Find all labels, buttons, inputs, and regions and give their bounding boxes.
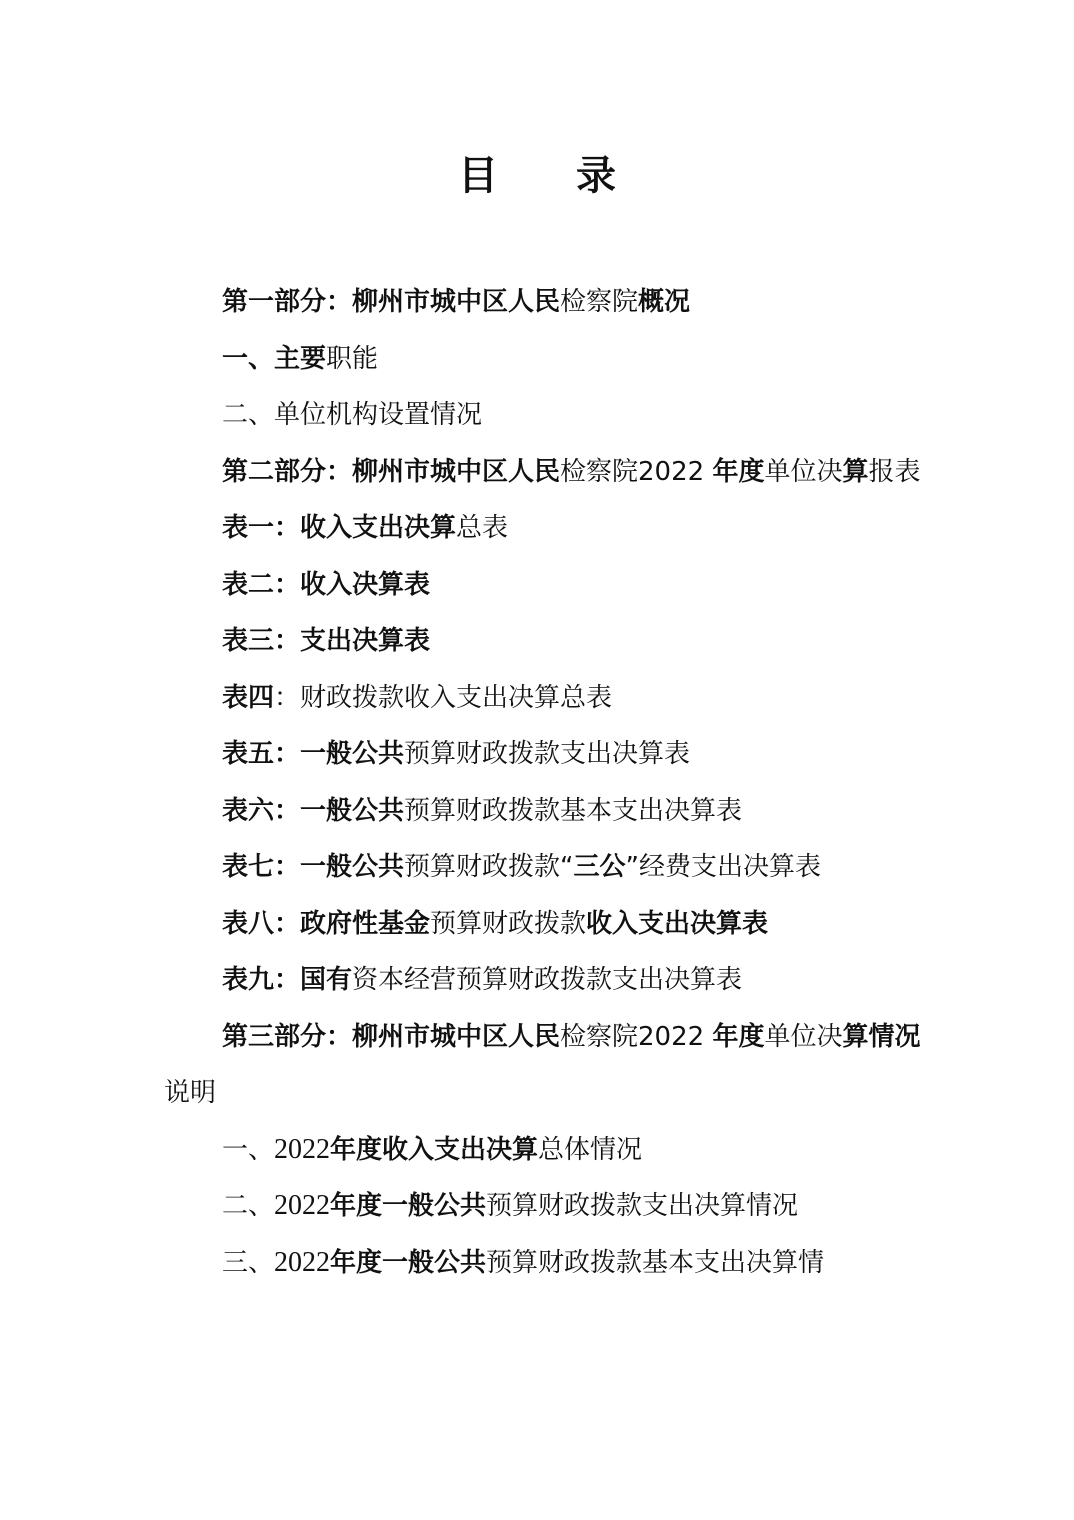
toc-entry	[164, 444, 924, 501]
toc-entry-text: 预算财政拨款基本支出决算表	[404, 795, 743, 826]
toc-entry-text: 年度	[712, 456, 765, 487]
toc-entry-text: 2022	[274, 1246, 331, 1278]
toc-entry-text: 一、	[222, 1134, 275, 1165]
toc-entry-text: 算情况	[842, 1021, 921, 1052]
toc-entry	[164, 613, 924, 670]
toc-entry-text: 表九：国有	[222, 965, 353, 995]
toc-entry-text: 预算财政拨款	[430, 908, 587, 939]
toc-entry-text: 年度收入支出决算	[330, 1134, 539, 1165]
toc-entry	[164, 1122, 924, 1179]
toc-entry-text: 年度	[712, 1021, 765, 1052]
toc-entry	[164, 557, 924, 614]
toc-entry-text: 表三：支出决算表	[222, 626, 431, 656]
toc-entry-text: 2022	[274, 1190, 331, 1221]
toc-entry-text: 三、	[222, 1247, 275, 1278]
toc-entry-text: 职能	[326, 343, 379, 374]
toc-entry-text: 表四	[222, 682, 275, 713]
toc-entry-text: 总体情况	[538, 1134, 643, 1165]
toc-entry-text: 检察院	[560, 287, 639, 317]
toc-entry-text: 说明	[164, 1078, 217, 1108]
toc-entry-text: 二、单位机构设置情况	[222, 400, 483, 430]
toc-entry	[164, 1009, 924, 1122]
toc-entry	[164, 331, 924, 388]
toc-entry-text: 报表	[868, 456, 921, 487]
toc-entry-text: 表七：一般公共	[222, 852, 405, 882]
toc-entry	[164, 500, 924, 557]
toc-entry	[164, 670, 924, 727]
toc-entry	[164, 1235, 924, 1292]
toc-entry	[164, 839, 924, 896]
toc-entry	[164, 274, 924, 331]
toc-entry	[164, 1178, 924, 1235]
table-of-contents	[164, 274, 924, 1291]
toc-entry-text: 检察院2022	[560, 456, 713, 487]
toc-entry-text: 第二部分：柳州市城中区人民	[222, 456, 561, 487]
toc-entry-text: 单位决	[764, 1021, 843, 1052]
toc-entry-text: 单位决	[764, 456, 843, 487]
toc-entry-text: 表二：收入决算表	[222, 569, 431, 600]
toc-entry-text: 年度一般公共	[330, 1247, 487, 1278]
toc-entry-text: 第一部分：柳州市城中区人民	[222, 287, 561, 317]
toc-entry-text: 三公	[573, 852, 626, 882]
toc-entry-text: 算	[842, 456, 869, 487]
toc-entry-text: 2022	[274, 1133, 331, 1165]
toc-entry-text: 资本经营预算财政拨款支出决算表	[352, 965, 743, 995]
page-title: 目录	[458, 153, 694, 199]
toc-entry-text: 预算财政拨款支出决算表	[404, 739, 691, 769]
toc-entry-text: 预算财政拨款“	[404, 852, 574, 882]
toc-entry	[164, 952, 924, 1009]
toc-entry-text: 一、主要	[222, 343, 327, 374]
toc-entry-text: 表一：收入支出决算	[222, 513, 457, 543]
toc-entry-text: 二、	[222, 1191, 275, 1221]
toc-entry-text: 表六：一般公共	[222, 795, 405, 826]
toc-entry-text: 预算财政拨款支出决算情况	[486, 1191, 799, 1221]
toc-entry	[164, 783, 924, 840]
toc-entry-text: ：财政拨款收入支出决算总表	[274, 682, 613, 713]
toc-entry-text: 预算财政拨款基本支出决算情	[486, 1247, 825, 1278]
toc-entry	[164, 387, 924, 444]
toc-entry-text: 收入支出决算表	[586, 908, 769, 939]
toc-entry-text: 年度一般公共	[330, 1191, 487, 1221]
toc-entry-text: 检察院2022	[560, 1021, 713, 1052]
toc-entry-text: 总表	[456, 513, 509, 543]
toc-entry-text: 表八：政府性基金	[222, 908, 431, 939]
toc-entry	[164, 726, 924, 783]
toc-entry-text: ”经费支出决算表	[625, 852, 821, 882]
toc-entry-text: 第三部分：柳州市城中区人民	[222, 1021, 561, 1052]
toc-entry	[164, 896, 924, 953]
toc-entry-text: 概况	[638, 287, 691, 317]
toc-entry-text: 表五：一般公共	[222, 739, 405, 769]
